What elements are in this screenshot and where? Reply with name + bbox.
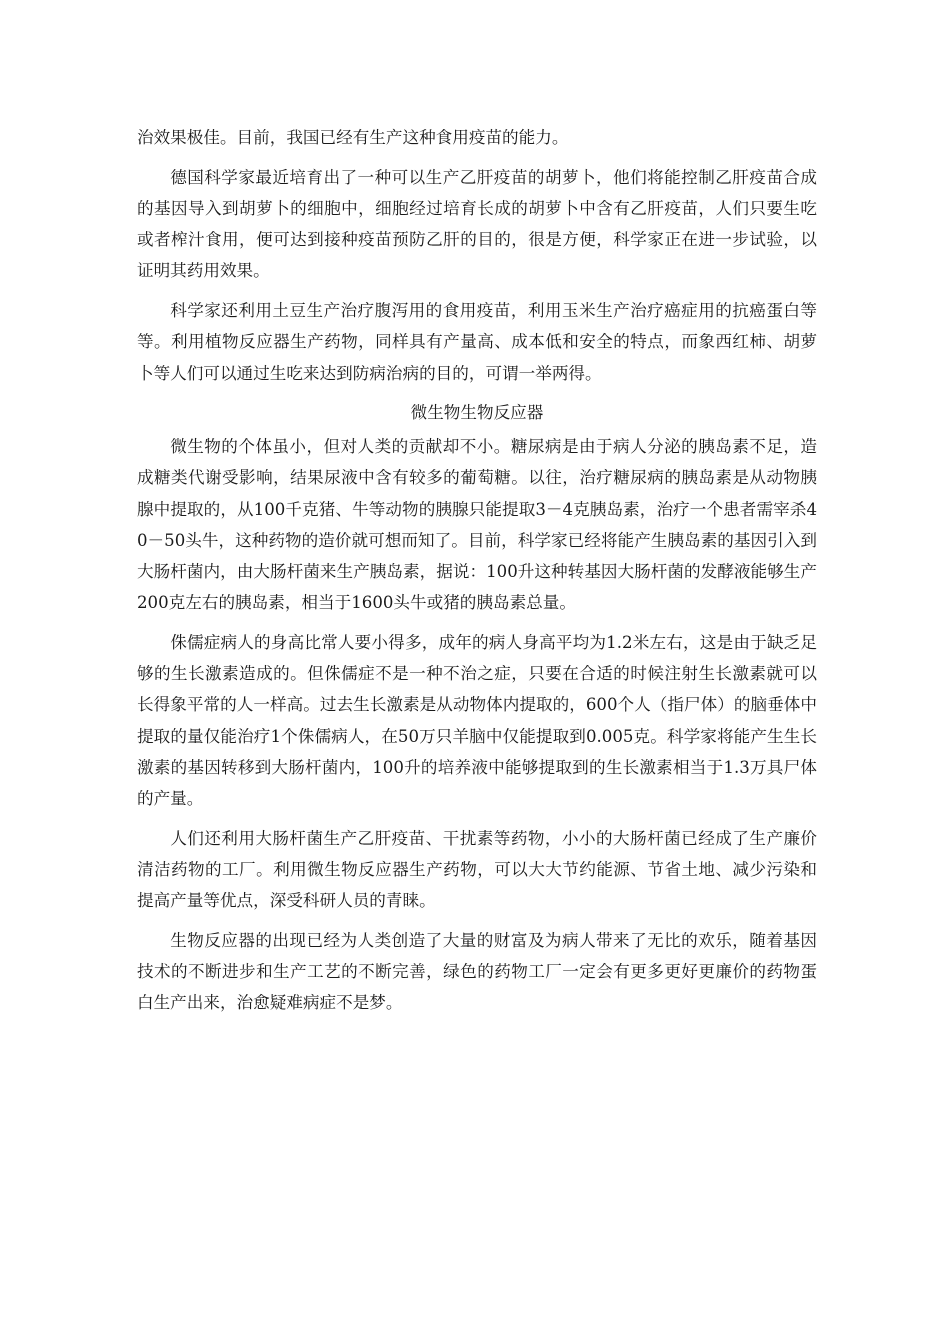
paragraph-potato-corn: 科学家还利用土豆生产治疗腹泻用的食用疫苗，利用玉米生产治疗癌症用的抗癌蛋白等等。利用植物反应器生产药物，同样具有产量高、成本低和安全的特点，而象西红柿、胡萝卜等人们可以通过生吃来达到防病治病的目的，可谓一举两得。 (137, 301, 817, 383)
paragraph-ecoli-drugs: 人们还利用大肠杆菌生产乙肝疫苗、干扰素等药物，小小的大肠杆菌已经成了生产廉价清洁药物的工厂。利用微生物反应器生产药物，可以大大节约能源、节省土地、减少污染和提高产量等优点，深受科研人员的青睐。 (137, 828, 817, 911)
paragraph-insulin: 微生物的个体虽小，但对人类的贡献却不小。糖尿病是由于病人分泌的胰岛素不足，造成糖类代谢受影响，结果尿液中含有较多的葡萄糖。以往，治疗糖尿病的胰岛素是从动物胰腺中提取的，从100千克猪、牛等动物的胰腺只能提取3－4克胰岛素，治疗一个患者需宰杀40－50头牛，这种药物的造价就可想而知了。目前，科学家已经将能产生胰岛素的基因引入到大肠杆菌内，由大肠杆菌来生产胰岛素，据说：100升这种转基因大肠杆菌的发酵液能够生产200克左右的胰岛素，相当于1600头牛或猪的胰岛素总量。 (137, 437, 817, 613)
document-body (137, 122, 817, 1027)
paragraph-conclusion: 生物反应器的出现已经为人类创造了大量的财富及为病人带来了无比的欢乐，随着基因技术的不断进步和生产工艺的不断完善，绿色的药物工厂一定会有更多更好更廉价的药物蛋白生产出来，治愈疑难病症不是梦。 (137, 931, 817, 1013)
paragraph-carrot-vaccine: 德国科学家最近培育出了一种可以生产乙肝疫苗的胡萝卜，他们将能控制乙肝疫苗合成的基因导入到胡萝卜的细胞中，细胞经过培育长成的胡萝卜中含有乙肝疫苗，人们只要生吃或者榨汁食用，便可达到接种疫苗预防乙肝的目的，很是方便，科学家正在进一步试验，以证明其药用效果。 (137, 167, 817, 281)
paragraph-continuation: 治效果极佳。目前，我国已经有生产这种食用疫苗的能力。 (137, 128, 569, 147)
section-title: 微生物生物反应器 (410, 403, 544, 423)
paragraph-growth-hormone: 侏儒症病人的身高比常人要小得多，成年的病人身高平均为1.2米左右，这是由于缺乏足够的生长激素造成的。但侏儒症不是一种不治之症，只要在合适的时候注射生长激素就可以长得象平常的人一样高。过去生长激素是从动物体内提取的，600个人（指尸体）的脑垂体中提取的量仅能治疗1个侏儒病人，在50万只羊脑中仅能提取到0.005克。科学家将能产生生长激素的基因转移到大肠杆菌内，100升的培养液中能够提取到的生长激素相当于1.3万具尸体的产量。 (137, 633, 817, 809)
